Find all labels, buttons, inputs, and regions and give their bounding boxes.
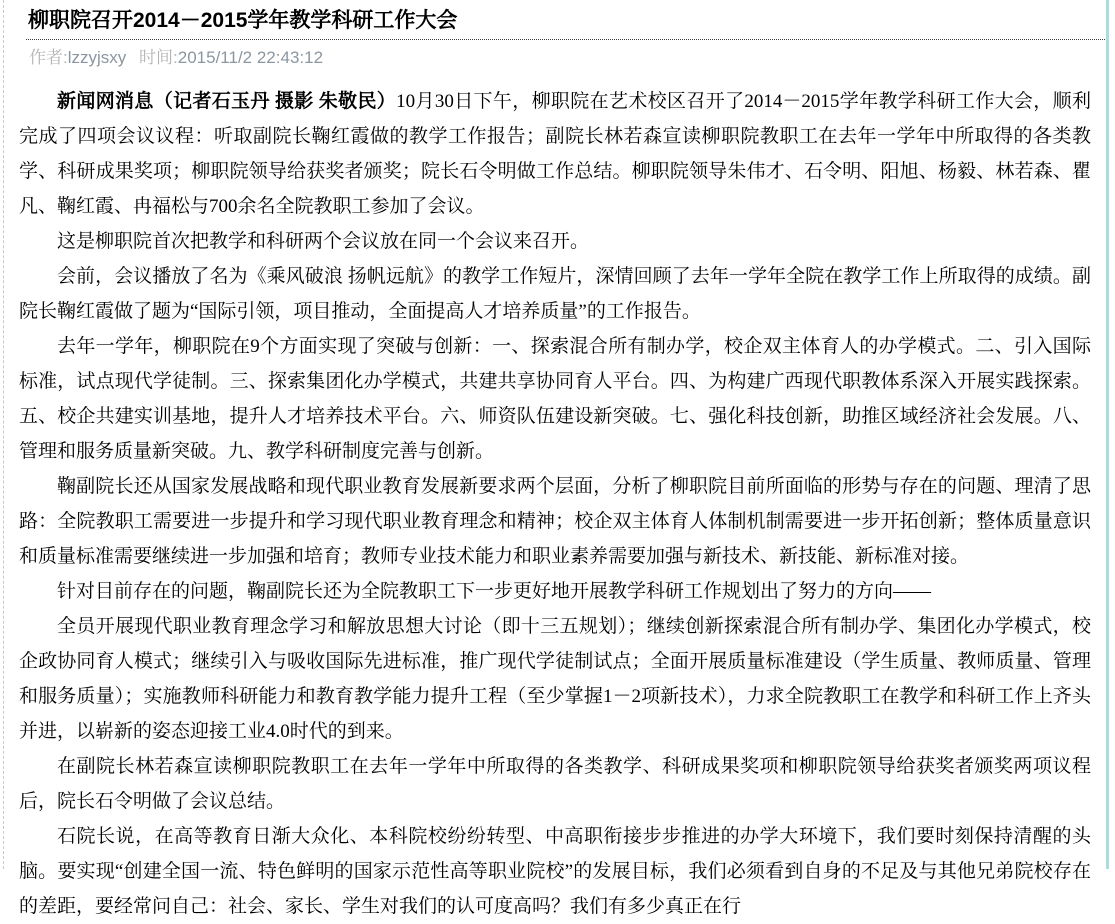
paragraph-6: 针对目前存在的问题，鞠副院长还为全院教职工下一步更好地开展教学科研工作规划出了努力的方向—— <box>57 581 932 602</box>
article-meta <box>29 47 1085 69</box>
paragraph-1 <box>19 84 1091 224</box>
paragraph-8: 在副院长林若森宣读柳职院教职工在去年一学年中所取得的各类教学、科研成果奖项和柳职院领导给获奖者颁奖两项议程后，院长石令明做了会议总结。 <box>19 756 1091 812</box>
author-value: lzzyjsxy <box>67 48 127 67</box>
lead-bold-credit: 新闻网消息（记者石玉丹 摄影 朱敬民） <box>57 91 397 112</box>
page-title: 柳职院召开2014－2015学年教学科研工作大会 <box>28 9 458 32</box>
author-label: 作者: <box>29 48 68 67</box>
paragraph-4: 去年一学年，柳职院在9个方面实现了突破与创新：一、探索混合所有制办学，校企双主体育人的办学模式。二、引入国际标准，试点现代学徒制。三、探索集团化办学模式，共建共享协同育人平台。四、为构建广西现代职教体系深入开展实践探索。五、校企共建实训基地，提升人才培养技术平台。六、师资队伍建设新突破。七、强化科技创新，助推区域经济社会发展。八、管理和服务质量新突破。九、教学科研制度完善与创新。 <box>19 336 1091 462</box>
right-accent-border <box>1106 0 1109 869</box>
title-divider <box>26 39 1105 40</box>
paragraph-1-text: 10月30日下午，柳职院在艺术校区召开了2014－2015学年教学科研工作大会，顺利完成了四项会议议程：听取副院长鞠红霞做的教学工作报告；副院长林若森宣读柳职院教职工在去年一学年中所取得的各类教学、科研成果奖项；柳职院领导给获奖者颁奖；院长石令明做工作总结。柳职院领导朱伟才、石令明、阳旭、杨毅、林若森、瞿凡、鞠红霞、冉福松与700余名全院教职工参加了会议。 <box>19 91 1091 217</box>
paragraph-7: 全员开展现代职业教育理念学习和解放思想大讨论（即十三五规划）；继续创新探索混合所有制办学、集团化办学模式，校企政协同育人模式；继续引入与吸收国际先进标准，推广现代学徒制试点；全面开展质量标准建设（学生质量、教师质量、管理和服务质量）；实施教师科研能力和教育教学能力提升工程（至少掌握1－2项新技术），力求全院教职工在教学和科研工作上齐头并进，以崭新的姿态迎接工业4.0时代的到来。 <box>19 616 1091 742</box>
paragraph-9: 石院长说，在高等教育日渐大众化、本科院校纷纷转型、中高职衔接步步推进的办学大环境下，我们要时刻保持清醒的头脑。要实现“创建全国一流、特色鲜明的国家示范性高等职业院校”的发展目标，我们必须看到自身的不足及与其他兄弟院校存在的差距，要经常问自己：社会、家长、学生对我们的认可度高吗？我们有多少真正在行 <box>19 826 1091 917</box>
article-body <box>19 84 1091 924</box>
article-page <box>3 0 1115 917</box>
paragraph-2: 这是柳职院首次把教学和科研两个会议放在同一个会议来召开。 <box>57 231 590 252</box>
time-label: 时间: <box>139 48 178 67</box>
paragraph-3: 会前，会议播放了名为《乘风破浪 扬帆远航》的教学工作短片，深情回顾了去年一学年全院在教学工作上所取得的成绩。副院长鞠红霞做了题为“国际引领，项目推动，全面提高人才培养质量”的工作报告。 <box>19 266 1091 322</box>
time-value: 2015/11/2 22:43:12 <box>177 48 324 67</box>
paragraph-5: 鞠副院长还从国家发展战略和现代职业教育发展新要求两个层面，分析了柳职院目前所面临的形势与存在的问题、理清了思路：全院教职工需要进一步提升和学习现代职业教育理念和精神；校企双主体育人体制机制需要进一步开拓创新；整体质量意识和质量标准需要继续进一步加强和培育；教师专业技术能力和职业素养需要加强与新技术、新技能、新标准对接。 <box>19 476 1091 567</box>
